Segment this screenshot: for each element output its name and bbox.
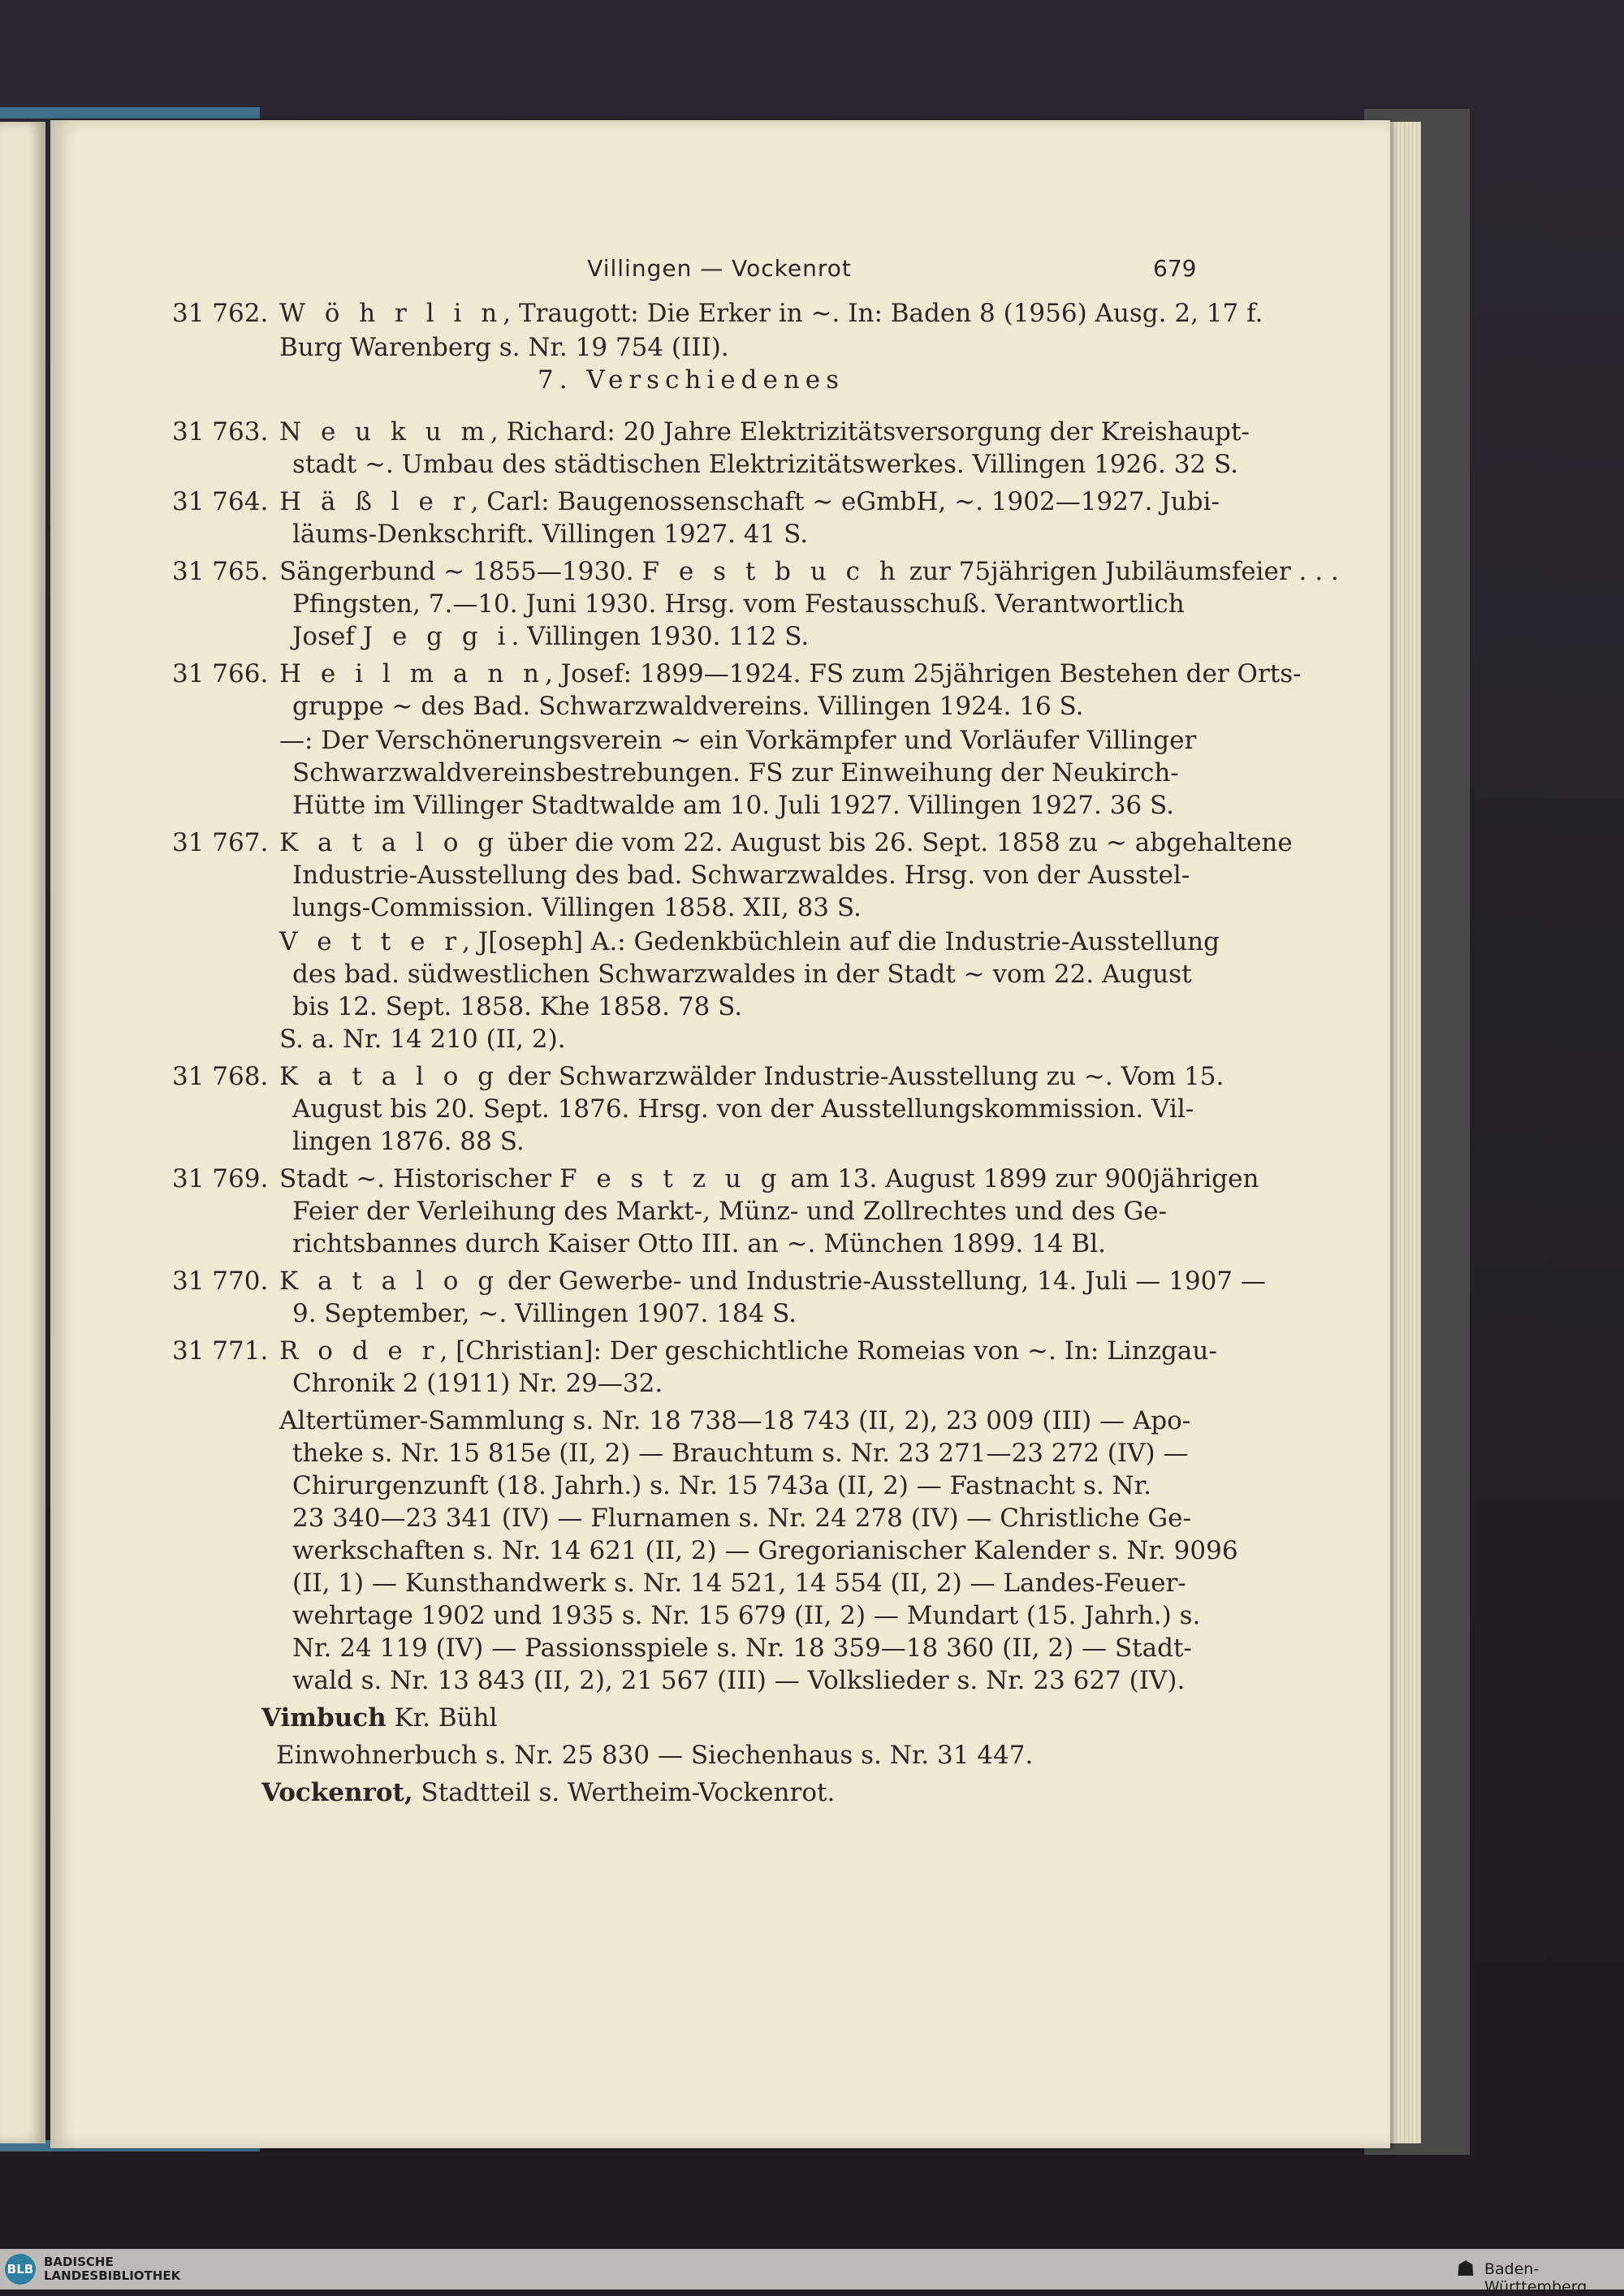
entry-line: bis 12. Sept. 1858. Khe 1858. 78 S. (292, 992, 743, 1021)
title-keyword: K a t a l o g (279, 828, 500, 857)
entry-line: lingen 1876. 88 S. (292, 1127, 525, 1156)
entry-number: 31 768. (172, 1062, 269, 1091)
crossref-line: 23 340—23 341 (IV) — Flurnamen s. Nr. 24 278 (IV) — Christliche Ge- (292, 1504, 1191, 1533)
entry-line: K a t a l o g der Schwarzwälder Industrie-Ausstellung zu ∼. Vom 15. (279, 1062, 1224, 1091)
entry-line: H ä ß l e r, Carl: Baugenossenschaft ∼ eGmbH, ∼. 1902—1927. Jubi- (279, 487, 1220, 516)
baden-wuerttemberg-label[interactable]: Baden-Württemberg (1484, 2260, 1587, 2296)
author-name: H e i l m a n n (279, 659, 545, 688)
section-title: 7. Verschiedenes (538, 365, 845, 395)
crossref-line: wehrtage 1902 und 1935 s. Nr. 15 679 (II, 2) — Mundart (15. Jahrh.) s. (292, 1601, 1201, 1630)
entry-line: Industrie-Ausstellung des bad. Schwarzwaldes. Hrsg. von der Ausstel- (292, 861, 1190, 890)
page-text (50, 120, 1390, 2148)
entry-line: K a t a l o g der Gewerbe- und Industrie-Ausstellung, 14. Juli — 1907 — (279, 1267, 1266, 1296)
entry-line: gruppe ∼ des Bad. Schwarzwaldvereins. Villingen 1924. 16 S. (292, 692, 1084, 721)
entry-line: richtsbannes durch Kaiser Otto III. an ∼. München 1899. 14 Bl. (292, 1229, 1106, 1258)
entry-line: Schwarzwaldvereinsbestrebungen. FS zur Einweihung der Neukirch- (292, 758, 1179, 788)
entry-line: H e i l m a n n, Josef: 1899—1924. FS zum 25jährigen Bestehen der Orts- (279, 659, 1302, 688)
entry-line: Hütte im Villinger Stadtwalde am 10. Juli 1927. Villingen 1927. 36 S. (292, 791, 1174, 820)
place-heading: Vimbuch Kr. Bühl (261, 1703, 498, 1733)
entry-line: August bis 20. Sept. 1876. Hrsg. von der Ausstellungskommission. Vil- (292, 1094, 1194, 1124)
entry-line: Einwohnerbuch s. Nr. 25 830 — Siechenhaus s. Nr. 31 447. (276, 1741, 1034, 1770)
author-name: H ä ß l e r (279, 487, 471, 516)
entry-number: 31 769. (172, 1164, 269, 1193)
book-page (50, 120, 1390, 2148)
entry-line: W ö h r l i n, Traugott: Die Erker in ∼. In: Baden 8 (1956) Ausg. 2, 17 f. (279, 299, 1263, 328)
author-name: N e u k u m (279, 417, 490, 447)
entry-number: 31 770. (172, 1267, 269, 1296)
crossref-line: Chirurgenzunft (18. Jahrh.) s. Nr. 15 743a (II, 2) — Fastnacht s. Nr. (292, 1471, 1151, 1500)
title-keyword: K a t a l o g (279, 1062, 500, 1091)
entry-line: 9. September, ∼. Villingen 1907. 184 S. (292, 1299, 797, 1328)
author-name: V e t t e r (279, 927, 463, 956)
entry-line: Pfingsten, 7.—10. Juni 1930. Hrsg. vom Festausschuß. Verantwortlich (292, 589, 1185, 619)
entry-number: 31 765. (172, 557, 269, 586)
crossref-line: theke s. Nr. 15 815e (II, 2) — Brauchtum s. Nr. 23 271—23 272 (IV) — (292, 1439, 1189, 1468)
entry-number: 31 771. (172, 1336, 269, 1366)
place-heading: Vockenrot, Stadtteil s. Wertheim-Vockenrot. (261, 1778, 836, 1807)
entry-number: 31 766. (172, 659, 269, 688)
entry-line: R o d e r, [Christian]: Der geschichtliche Romeias von ∼. In: Linzgau- (279, 1336, 1217, 1366)
entry-line: stadt ∼. Umbau des städtischen Elektrizitätswerkes. Villingen 1926. 32 S. (292, 450, 1238, 479)
running-head: Villingen — Vockenrot (587, 255, 852, 282)
entry-number: 31 767. (172, 828, 269, 857)
entry-line: Sängerbund ∼ 1855—1930. F e s t b u c h zur 75jährigen Jubiläumsfeier . . . (279, 557, 1339, 586)
page-number: 679 (1153, 255, 1197, 282)
entry-number: 31 764. (172, 487, 269, 516)
entry-line: N e u k u m, Richard: 20 Jahre Elektrizitätsversorgung der Kreishaupt- (279, 417, 1250, 447)
footer-bar (0, 2249, 1624, 2296)
entry-line: K a t a l o g über die vom 22. August bis 26. Sept. 1858 zu ∼ abgehaltene (279, 828, 1293, 857)
title-keyword: F e s t b u c h (641, 557, 901, 586)
entry-line: Chronik 2 (1911) Nr. 29—32. (292, 1369, 663, 1398)
blb-name: BADISCHE LANDESBIBLIOTHEK (44, 2255, 181, 2283)
coat-of-arms-icon: ☗ (1456, 2257, 1475, 2281)
book-cover-edge-top (0, 107, 260, 119)
author-name: R o d e r (279, 1336, 440, 1366)
crossref-line: Altertümer-Sammlung s. Nr. 18 738—18 743 (II, 2), 23 009 (III) — Apo- (279, 1406, 1191, 1435)
crossref-line: wald s. Nr. 13 843 (II, 2), 21 567 (III) — Volkslieder s. Nr. 23 627 (IV). (292, 1666, 1186, 1695)
entry-line: läums-Denkschrift. Villingen 1927. 41 S. (292, 520, 809, 549)
title-keyword: K a t a l o g (279, 1267, 500, 1296)
entry-line: Stadt ∼. Historischer F e s t z u g am 13. August 1899 zur 900jährigen (279, 1164, 1259, 1193)
author-name: J e g g i (362, 622, 512, 651)
entry-line: lungs-Commission. Villingen 1858. XII, 83 S. (292, 893, 862, 922)
entry-number: 31 763. (172, 417, 269, 447)
author-name: W ö h r l i n (279, 299, 503, 328)
crossref-line: (II, 1) — Kunsthandwerk s. Nr. 14 521, 14 554 (II, 2) — Landes-Feuer- (292, 1569, 1186, 1598)
title-keyword: F e s t z u g (559, 1164, 783, 1193)
crossref-line: werkschaften s. Nr. 14 621 (II, 2) — Gregorianischer Kalender s. Nr. 9096 (292, 1536, 1238, 1565)
entry-line: Burg Warenberg s. Nr. 19 754 (III). (279, 333, 729, 362)
entry-line: Feier der Verleihung des Markt-, Münz- und Zollrechtes und des Ge- (292, 1197, 1168, 1226)
entry-line: des bad. südwestlichen Schwarzwaldes in der Stadt ∼ vom 22. August (292, 960, 1192, 989)
entry-number: 31 762. (172, 299, 269, 328)
facing-page-edge (0, 122, 45, 2143)
crossref-line: Nr. 24 119 (IV) — Passionsspiele s. Nr. 18 359—18 360 (II, 2) — Stadt- (292, 1634, 1192, 1663)
blb-logo[interactable]: BLB (5, 2254, 36, 2285)
entry-line: —: Der Verschönerungsverein ∼ ein Vorkämpfer und Vorläufer Villinger (279, 726, 1197, 755)
entry-line: V e t t e r, J[oseph] A.: Gedenkbüchlein auf die Industrie-Ausstellung (279, 927, 1220, 956)
entry-line: S. a. Nr. 14 210 (II, 2). (279, 1025, 566, 1054)
entry-line: Josef J e g g i. Villingen 1930. 112 S. (292, 622, 810, 651)
